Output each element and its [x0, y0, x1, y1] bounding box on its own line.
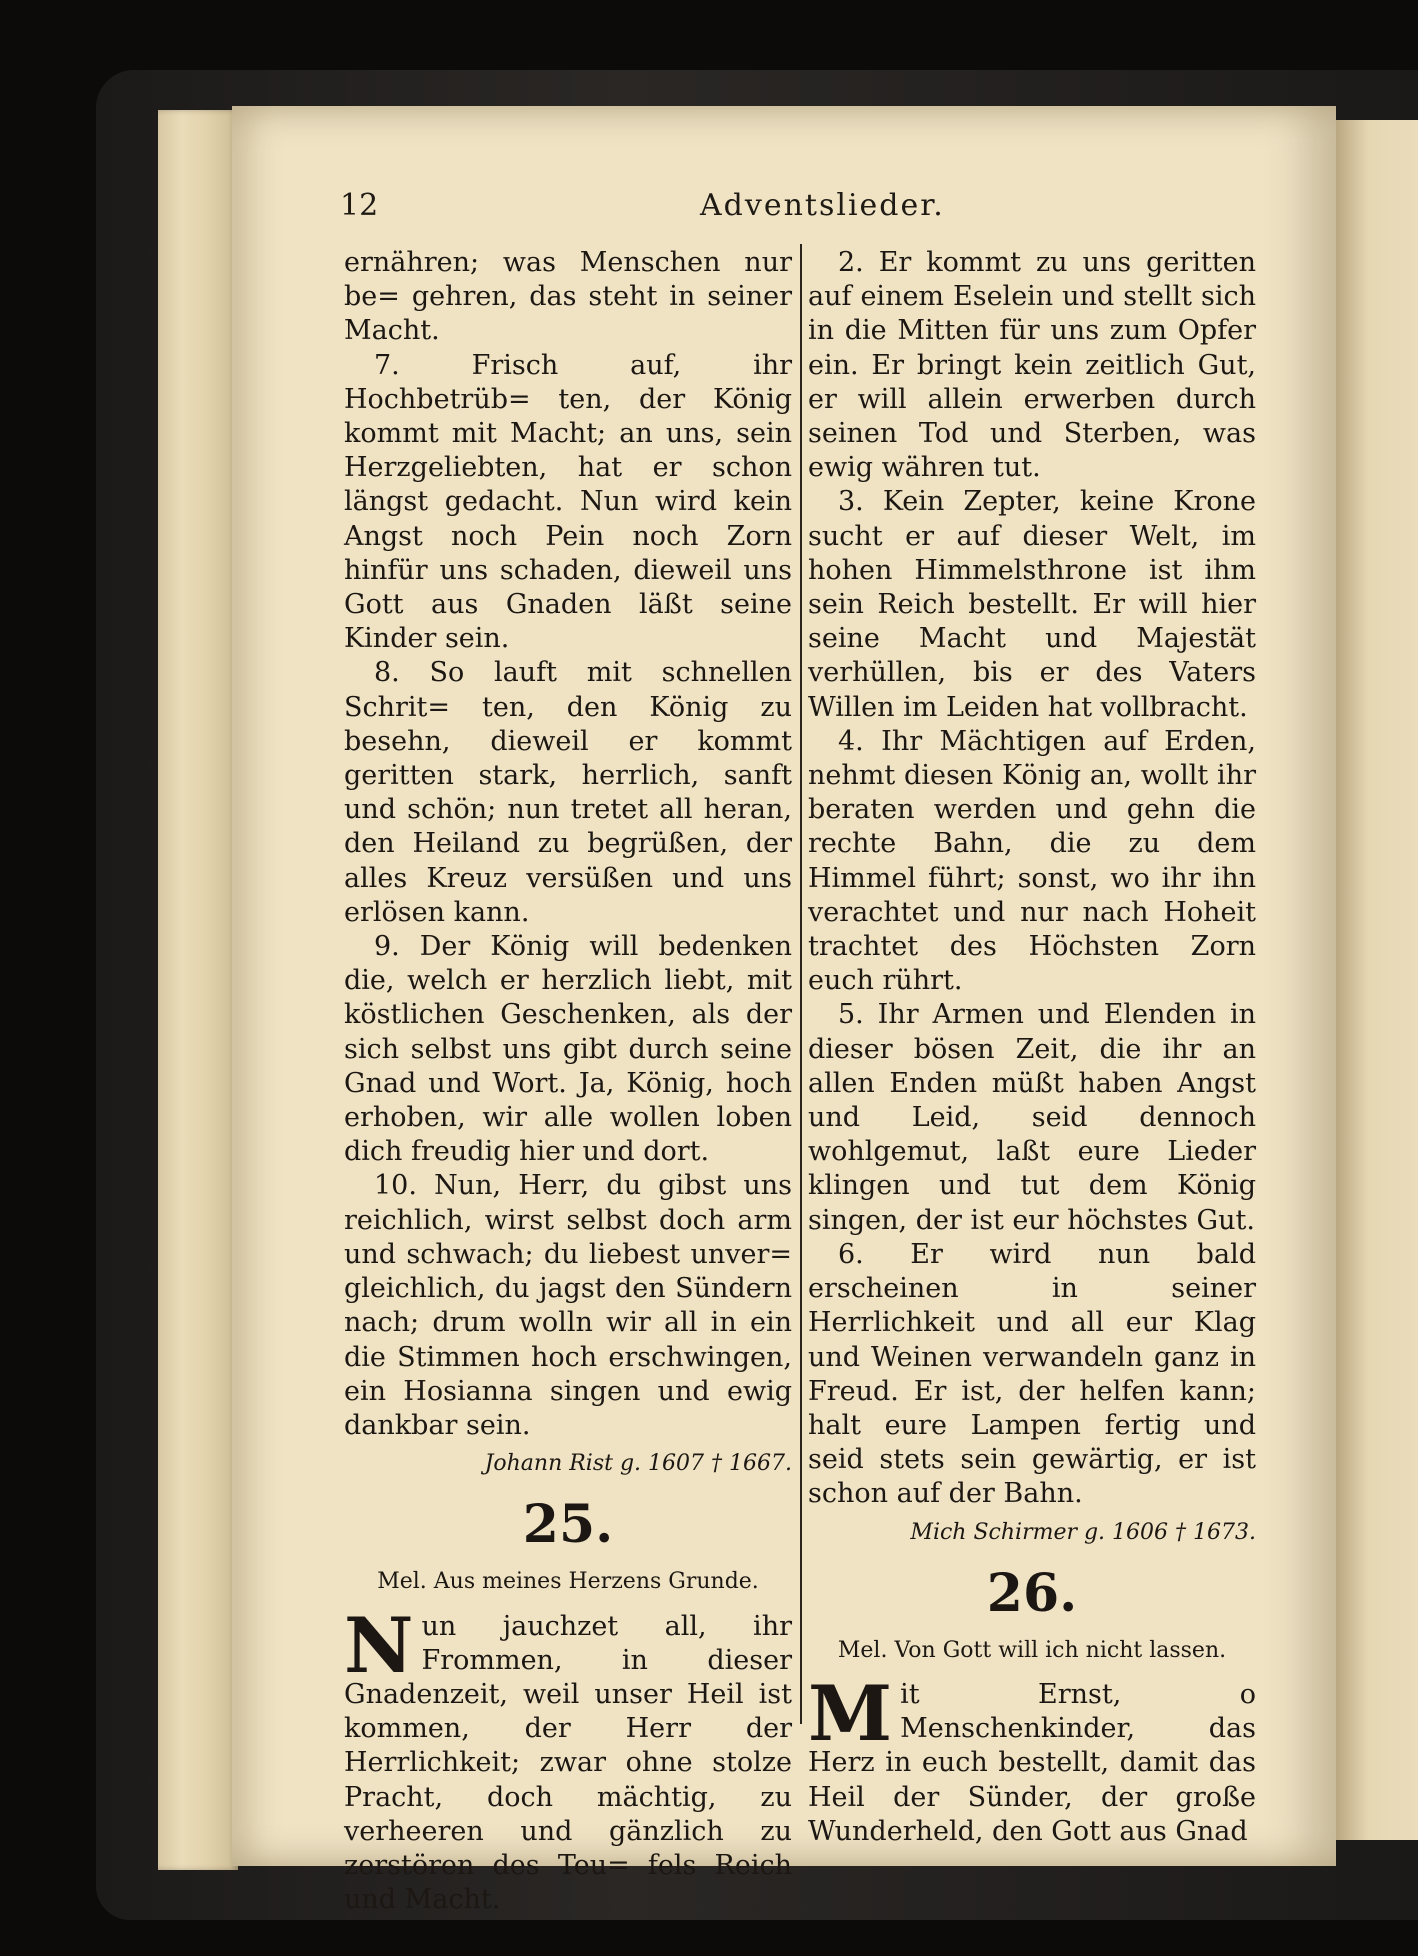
- page-number: 12: [340, 188, 379, 223]
- author-attribution: Mich Schirmer g. 1606 † 1673.: [910, 1519, 1256, 1545]
- next-page-edge: [1336, 120, 1418, 1840]
- hymn-first-verse: [808, 1668, 1256, 1849]
- verse-7: 7. Frisch auf, ihr Hochbetrüb= ten, der König kommt mit Macht; an uns, sein Herzgeliebten, hat er schon längst gedacht. Nun wird kein Angst noch Pein noch Zorn hinfür uns schaden, dieweil uns Gott aus Gnaden läßt seine Kinder sein.: [344, 349, 792, 655]
- running-head: [340, 188, 1240, 238]
- drop-cap: M: [808, 1668, 893, 1758]
- melody-line: Mel. Von Gott will ich nicht lassen.: [837, 1637, 1227, 1663]
- section-title: Adventslieder.: [700, 188, 945, 223]
- verse-10: 10. Nun, Herr, du gibst uns reichlich, wirst selbst doch arm und schwach; du liebest unver= gleichlich, du jagst den Sündern nach; drum wolln wir all in ein die Stimmen hoch erschwingen, ein Hosianna singen und ewig dankbar sein.: [344, 1170, 792, 1441]
- hymn-first-verse-text: un jauchzet all, ihr Frommen, in dieser Gnadenzeit, weil unser Heil ist kommen, der Herr der Herrlichkeit; zwar ohne stolze Pracht, doch mächtig, zu verheeren und gänzlich zu zerstören des Teu= fels Reich und Macht.: [344, 1610, 792, 1916]
- hymn-first-verse: [344, 1600, 792, 1918]
- verse-8: 8. So lauft mit schnellen Schrit= ten, den König zu besehn, dieweil er kommt geritten stark, herrlich, sanft und schön; nun tretet all heran, den Heiland zu begrüßen, der alles Kreuz versüßen und uns erlösen kann.: [344, 657, 792, 928]
- verse-3: 3. Kein Zepter, keine Krone sucht er auf dieser Welt, im hohen Himmelsthrone ist ihm sein Reich bestellt. Er will hier seine Macht und Majestät verhüllen, bis er des Vaters Willen im Leiden hat vollbracht.: [808, 486, 1256, 723]
- hymn-number: 26.: [986, 1562, 1078, 1624]
- right-column: [808, 246, 1256, 1849]
- verse-continuation: ernähren; was Menschen nur be= gehren, das steht in seiner Macht.: [344, 247, 792, 347]
- page-edges: [158, 110, 238, 1870]
- author-attribution: Johann Rist g. 1607 † 1667.: [484, 1451, 792, 1477]
- hymn-number: 25.: [522, 1494, 614, 1556]
- column-divider: [800, 244, 802, 1724]
- verse-5: 5. Ihr Armen und Elenden in dieser bösen Zeit, die ihr an allen Enden müßt haben Angst und Leid, seid dennoch wohlgemut, laßt eure Lieder klingen und tut dem König singen, der ist eur höchstes Gut.: [808, 999, 1256, 1236]
- hymn-first-verse-text: it Ernst, o Menschenkinder, das Herz in euch bestellt, damit das Heil der Sünder, der große Wunderheld, den Gott aus Gnad: [808, 1678, 1256, 1847]
- drop-cap: N: [344, 1600, 414, 1690]
- left-column: [344, 246, 792, 1917]
- melody-line: Mel. Aus meines Herzens Grunde.: [377, 1569, 759, 1595]
- verse-2: 2. Er kommt zu uns geritten auf einem Eselein und stellt sich in die Mitten für uns zum Opfer ein. Er bringt kein zeitlich Gut, er will allein erwerben durch seinen Tod und Sterben, was ewig währen tut.: [808, 247, 1256, 484]
- verse-6: 6. Er wird nun bald erscheinen in seiner Herrlichkeit und all eur Klag und Weinen verwandeln ganz in Freud. Er ist, der helfen kann; halt eure Lampen fertig und seid stets sein gewärtig, er ist schon auf der Bahn.: [808, 1238, 1256, 1510]
- verse-4: 4. Ihr Mächtigen auf Erden, nehmt diesen König an, wollt ihr beraten werden und gehn die rechte Bahn, die zu dem Himmel führt; sonst, wo ihr ihn verachtet und nur nach Hoheit trachtet des Höchsten Zorn euch rührt.: [808, 725, 1256, 997]
- verse-9: 9. Der König will bedenken die, welch er herzlich liebt, mit köstlichen Geschenken, als der sich selbst uns gibt durch seine Gnad und Wort. Ja, König, hoch erhoben, wir alle wollen loben dich freudig hier und dort.: [344, 931, 792, 1168]
